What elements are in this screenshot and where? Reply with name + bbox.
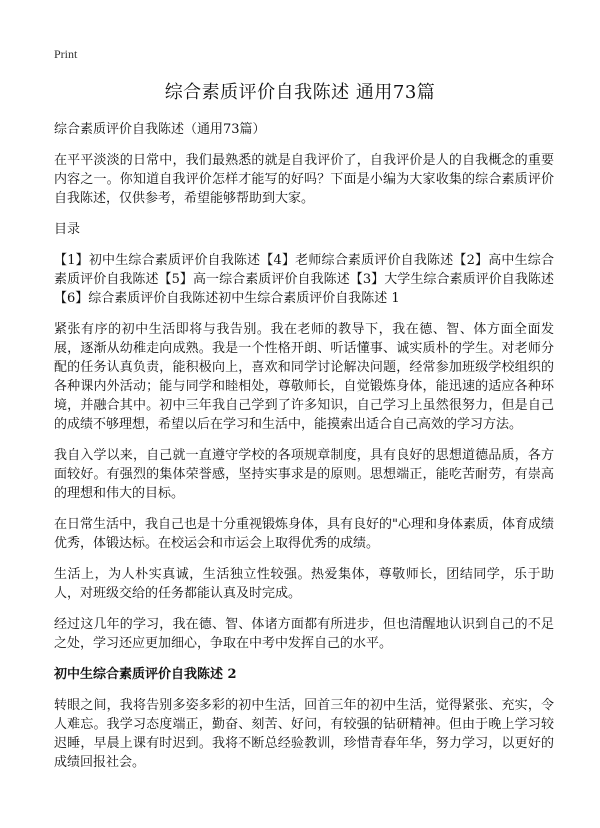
body-paragraph: 经过这几年的学习，我在德、智、体诸方面都有所进步，但也清醒地认识到自己的不足之处，学习还应更加细心，争取在中考中发挥自己的水平。 (54, 617, 554, 651)
body-paragraph: 在日常生活中，我自己也是十分重视锻炼身体，具有良好的"心理和身体素质，体育成绩优秀，体锻达标。在校运会和市运会上取得优秀的成绩。 (54, 517, 554, 551)
body-paragraph: 转眼之间，我将告别多姿多彩的初中生活，回首三年的初中生活，觉得紧张、充实，令人难忘。我学习态度端正，勤奋、刻苦、好问，有较强的钻研精神。但由于晚上学习较迟睡，早晨上课有时迟到。我将不断总经验教训，珍惜青春年华，努力学习，以更好的成绩回报社会。 (54, 698, 554, 770)
section-heading: 初中生综合素质评价自我陈述 2 (54, 667, 237, 682)
body-paragraph: 紧张有序的初中生活即将与我告别。我在老师的教导下，我在德、智、体方面全面发展，逐渐从幼稚走向成熟。我是一个性格开朗、听话懂事、诚实质朴的学生。对老师分配的任务认真负责，能积极向上，喜欢和同学讨论解决问题，经常参加班级学校组织的各种课内外活动；能与同学和睦相处，尊敬师长，自觉锻炼身体，能迅速的适应各种环境，并融合其中。初中三年我自己学到了许多知识，自己学习上虽然很努力，但是自己的成绩不够理想，希望以后在学习和生活中，能摸索出适合自己高效的学习方法。 (54, 322, 554, 432)
document-subtitle: 综合素质评价自我陈述（通用73篇） (54, 122, 266, 137)
print-link[interactable]: Print (54, 47, 78, 61)
body-paragraph: 生活上，为人朴实真诚，生活独立性较强。热爱集体，尊敬师长，团结同学，乐于助人，对班级交给的任务都能认真及时完成。 (54, 567, 554, 601)
toc-heading: 目录 (54, 222, 81, 237)
intro-paragraph: 在平平淡淡的日常中，我们最熟悉的就是自我评价了，自我评价是人的自我概念的重要内容之一。你知道自我评价怎样才能写的好吗？下面是小编为大家收集的综合素质评价自我陈述，仅供参考，希望能够帮助到大家。 (54, 153, 554, 206)
table-of-contents: 【1】初中生综合素质评价自我陈述【4】老师综合素质评价自我陈述【2】高中生综合素质评价自我陈述【5】高一综合素质评价自我陈述【3】大学生综合素质评价自我陈述【6】综合素质评价自我陈述初中生综合素质评价自我陈述 1 (54, 253, 554, 306)
body-paragraph: 我自入学以来，自己就一直遵守学校的各项规章制度，具有良好的思想道德品质，各方面较好。有强烈的集体荣誉感，坚持实事求是的原则。思想端正，能吃苦耐劳，有崇高的理想和伟大的目标。 (54, 448, 554, 501)
page-title: 综合素质评价自我陈述 通用73篇 (164, 82, 436, 103)
document-body (54, 120, 554, 784)
